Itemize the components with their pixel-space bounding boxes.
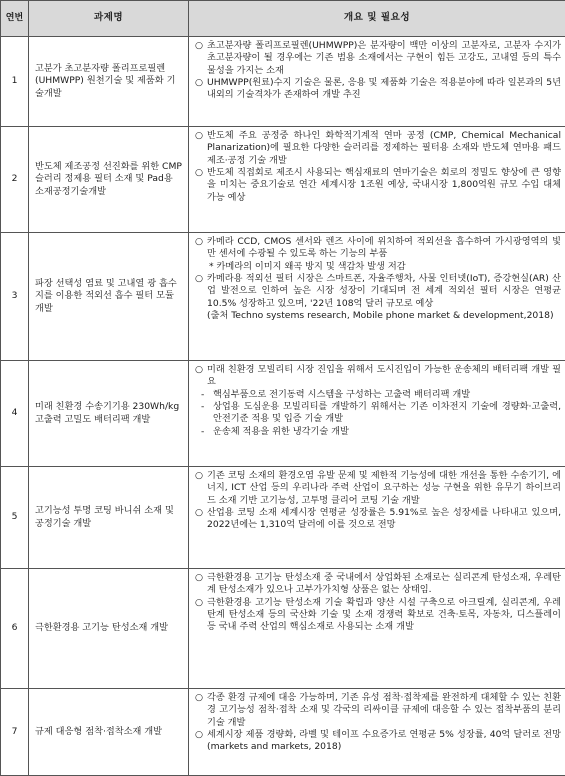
row-number: 1 [1, 37, 29, 127]
row-number: 7 [1, 689, 29, 776]
project-title: 고분가 초고분자량 폴리프로필렌(UHMWPP) 원천기술 및 제품화 기술개발 [29, 37, 189, 127]
circle-bullet-icon: ○ [195, 130, 203, 142]
bullet-item [195, 236, 561, 261]
circle-bullet-icon: ○ [195, 470, 203, 482]
bullet-text: 카메라용 적외선 필터 시장은 스마트폰, 자율주행차, 사물 인터넷(IoT), 증강현실(AR) 산업 발전으로 인하여 높은 시장 성장이 기대되며 전 세계 적외선 필터 시장은 연평균 10.5% 성장하고 있으며, '22년 108억 달러 규모로 예상 [207, 273, 561, 310]
sub-bullet-item [195, 401, 561, 426]
project-description [189, 467, 565, 569]
circle-bullet-icon: ○ [195, 236, 203, 248]
circle-bullet-icon: ○ [195, 273, 203, 285]
bullet-text: 미래 친환경 모빌리티 시장 진입을 위해서 도시진입이 가능한 운송체의 배터리팩 개발 필요 [207, 364, 561, 389]
bullet-text: UHMWPP(원료)수지 기술은 물론, 응용 및 제품화 기술은 적용분야에 따라 일본과의 5년 내외의 기술격차가 존재하여 개발 추진 [207, 77, 561, 102]
bullet-item [195, 273, 561, 310]
bullet-text: 운송체 적용을 위한 냉각기술 개발 [213, 426, 561, 438]
table-row [1, 467, 565, 569]
bullet-item [195, 40, 561, 77]
bullet-item [195, 167, 561, 204]
circle-bullet-icon: ○ [195, 364, 203, 376]
row-number: 3 [1, 233, 29, 361]
bullet-text: 반도체 주요 공정중 하나인 화학적기계적 연마 공정 (CMP, Chemical Mechanical Planarization)에 필요한 다양한 슬러리를 정제하는 필터용 소재와 반도체 연마용 패드 제조·공정 기술 개발 [207, 130, 561, 167]
project-title: 파장 선택성 염료 및 고내열 광 흡수지를 이용한 적외선 흡수 필터 모듈 개발 [29, 233, 189, 361]
table-row [1, 233, 565, 361]
circle-bullet-icon: ○ [195, 597, 203, 609]
bullet-text: 기존 코팅 소재의 환경오염 유발 문제 및 제한적 기능성에 대한 개선을 통한 수송기기, 에너지, ICT 산업 등의 우리나라 주력 산업이 요구하는 성능 구현을 위한 유무기 하이브리드 소재 기반 고기능성, 고투명 클리어 코팅 기술 개발 [207, 470, 561, 507]
row-number: 6 [1, 569, 29, 689]
project-description [189, 569, 565, 689]
bullet-item [195, 692, 561, 729]
bullet-text: 핵심부품으로 전기동력 시스템을 구성하는 고출력 배터리팩 개발 [213, 389, 561, 401]
circle-bullet-icon: ○ [195, 40, 203, 52]
bullet-text: 각종 환경 규제에 대응 가능하며, 기존 유성 점착·접착제를 완전하게 대체할 수 있는 친환경 고기능성 점착·접착 소재 및 각국의 리싸이클 규제에 대응할 수 있는 접착부품의 분리 기술 개발 [207, 692, 561, 729]
source-citation: (출처 Techno systems research, Mobile phone market & development,2018) [195, 310, 561, 322]
project-description [189, 361, 565, 467]
header-overview: 개요 및 필요성 [189, 1, 565, 37]
project-description [189, 233, 565, 361]
bullet-text: 반도체 직접회로 제조시 사용되는 핵심재료의 연마기술은 회로의 정밀도 향상에 큰 영향을 미치는 중요기술로 연간 세계시장 1조원 예상, 국내시장 1,800억원 규모 수입 대체 가능 예상 [207, 167, 561, 204]
project-title: 반도체 제조공정 선진화를 위한 CMP 슬러리 정제용 필터 소재 및 Pad용 소재공정기술개발 [29, 127, 189, 233]
sub-bullet-item [195, 389, 561, 401]
header-serial-number: 연번 [1, 1, 29, 37]
circle-bullet-icon: ○ [195, 507, 203, 519]
dash-marker: - [201, 426, 204, 438]
project-description [189, 37, 565, 127]
header-project-name: 과제명 [29, 1, 189, 37]
bullet-text: 상업용 도심운용 모빌리티를 개발하기 위해서는 기존 이차전지 기술에 경량화·고출력, 안전기준 적용 및 입증 기술 개발 [213, 401, 561, 426]
table-row [1, 127, 565, 233]
bullet-item [195, 597, 561, 634]
bullet-item [195, 77, 561, 102]
circle-bullet-icon: ○ [195, 167, 203, 179]
footnote-text: * 카메라의 이미지 왜곡 방지 및 색감차 발생 저감 [195, 261, 561, 273]
table-header-row [1, 1, 565, 37]
project-title: 규제 대응형 점착·접착소재 개발 [29, 689, 189, 776]
bullet-text: 극한환경용 고기능 탄성소재 중 국내에서 상업화된 소재로는 실리콘계 탄성소재, 우레탄계 탄성소재가 있으나 고부가가치형 상품은 없는 상태임. [207, 572, 561, 597]
sub-bullet-item [195, 426, 561, 438]
bullet-item [195, 572, 561, 597]
project-description [189, 127, 565, 233]
row-number: 4 [1, 361, 29, 467]
bullet-text: 카메라 CCD, CMOS 센서와 렌즈 사이에 위치하여 적외선을 흡수하여 가시광영역의 빛만 센서에 수광될 수 있도록 하는 기능의 부품 [207, 236, 561, 261]
circle-bullet-icon: ○ [195, 572, 203, 584]
bullet-item [195, 364, 561, 389]
bullet-text: 초고분자량 폴리프로필렌(UHMWPP)은 분자량이 백만 이상의 고분자로, 고분자 수지가 초고분자량이 될 경우에는 기존 범용 소재에서는 구현이 힘든 고강도, 고내열 등의 특수 물성을 가지는 소재 [207, 40, 561, 77]
table-row [1, 37, 565, 127]
project-title: 고기능성 투명 코팅 바니쉬 소재 및 공정기술 개발 [29, 467, 189, 569]
row-number: 5 [1, 467, 29, 569]
table-row [1, 569, 565, 689]
project-description [189, 689, 565, 776]
circle-bullet-icon: ○ [195, 77, 203, 89]
bullet-item [195, 470, 561, 507]
dash-marker: - [201, 401, 204, 413]
table-row [1, 361, 565, 467]
row-number: 2 [1, 127, 29, 233]
bullet-text: 산업용 코팅 소재 세계시장 연평균 성장률은 5.91%로 높은 성장세를 나타내고 있으며, 2022년에는 1,310억 달러에 이를 것으로 전망 [207, 507, 561, 532]
bullet-item [195, 130, 561, 167]
bullet-item [195, 507, 561, 532]
dash-marker: - [201, 389, 204, 401]
project-title: 미래 친환경 수송기기용 230Wh/kg 고출력 고밀도 배터리팩 개발 [29, 361, 189, 467]
circle-bullet-icon: ○ [195, 729, 203, 741]
table-row [1, 689, 565, 776]
bullet-text: 극한환경용 고기능 탄성소재 기술 확립과 양산 시설 구축으로 아크릴계, 실리콘계, 우레탄계 탄성소재 등의 국산화 기술 및 소재 경쟁력 확보로 건축·토목, 자동차, 디스플레이 등 국내 주력 산업의 핵심소재로 사용되는 소재 개발 [207, 597, 561, 634]
project-title: 극한환경용 고기능 탄성소재 개발 [29, 569, 189, 689]
bullet-text: 세계시장 제품 경량화, 라벨 및 테이프 수요증가로 연평균 5% 성장률, 40억 달러로 전망(markets and markets, 2018) [207, 729, 561, 754]
circle-bullet-icon: ○ [195, 692, 203, 704]
